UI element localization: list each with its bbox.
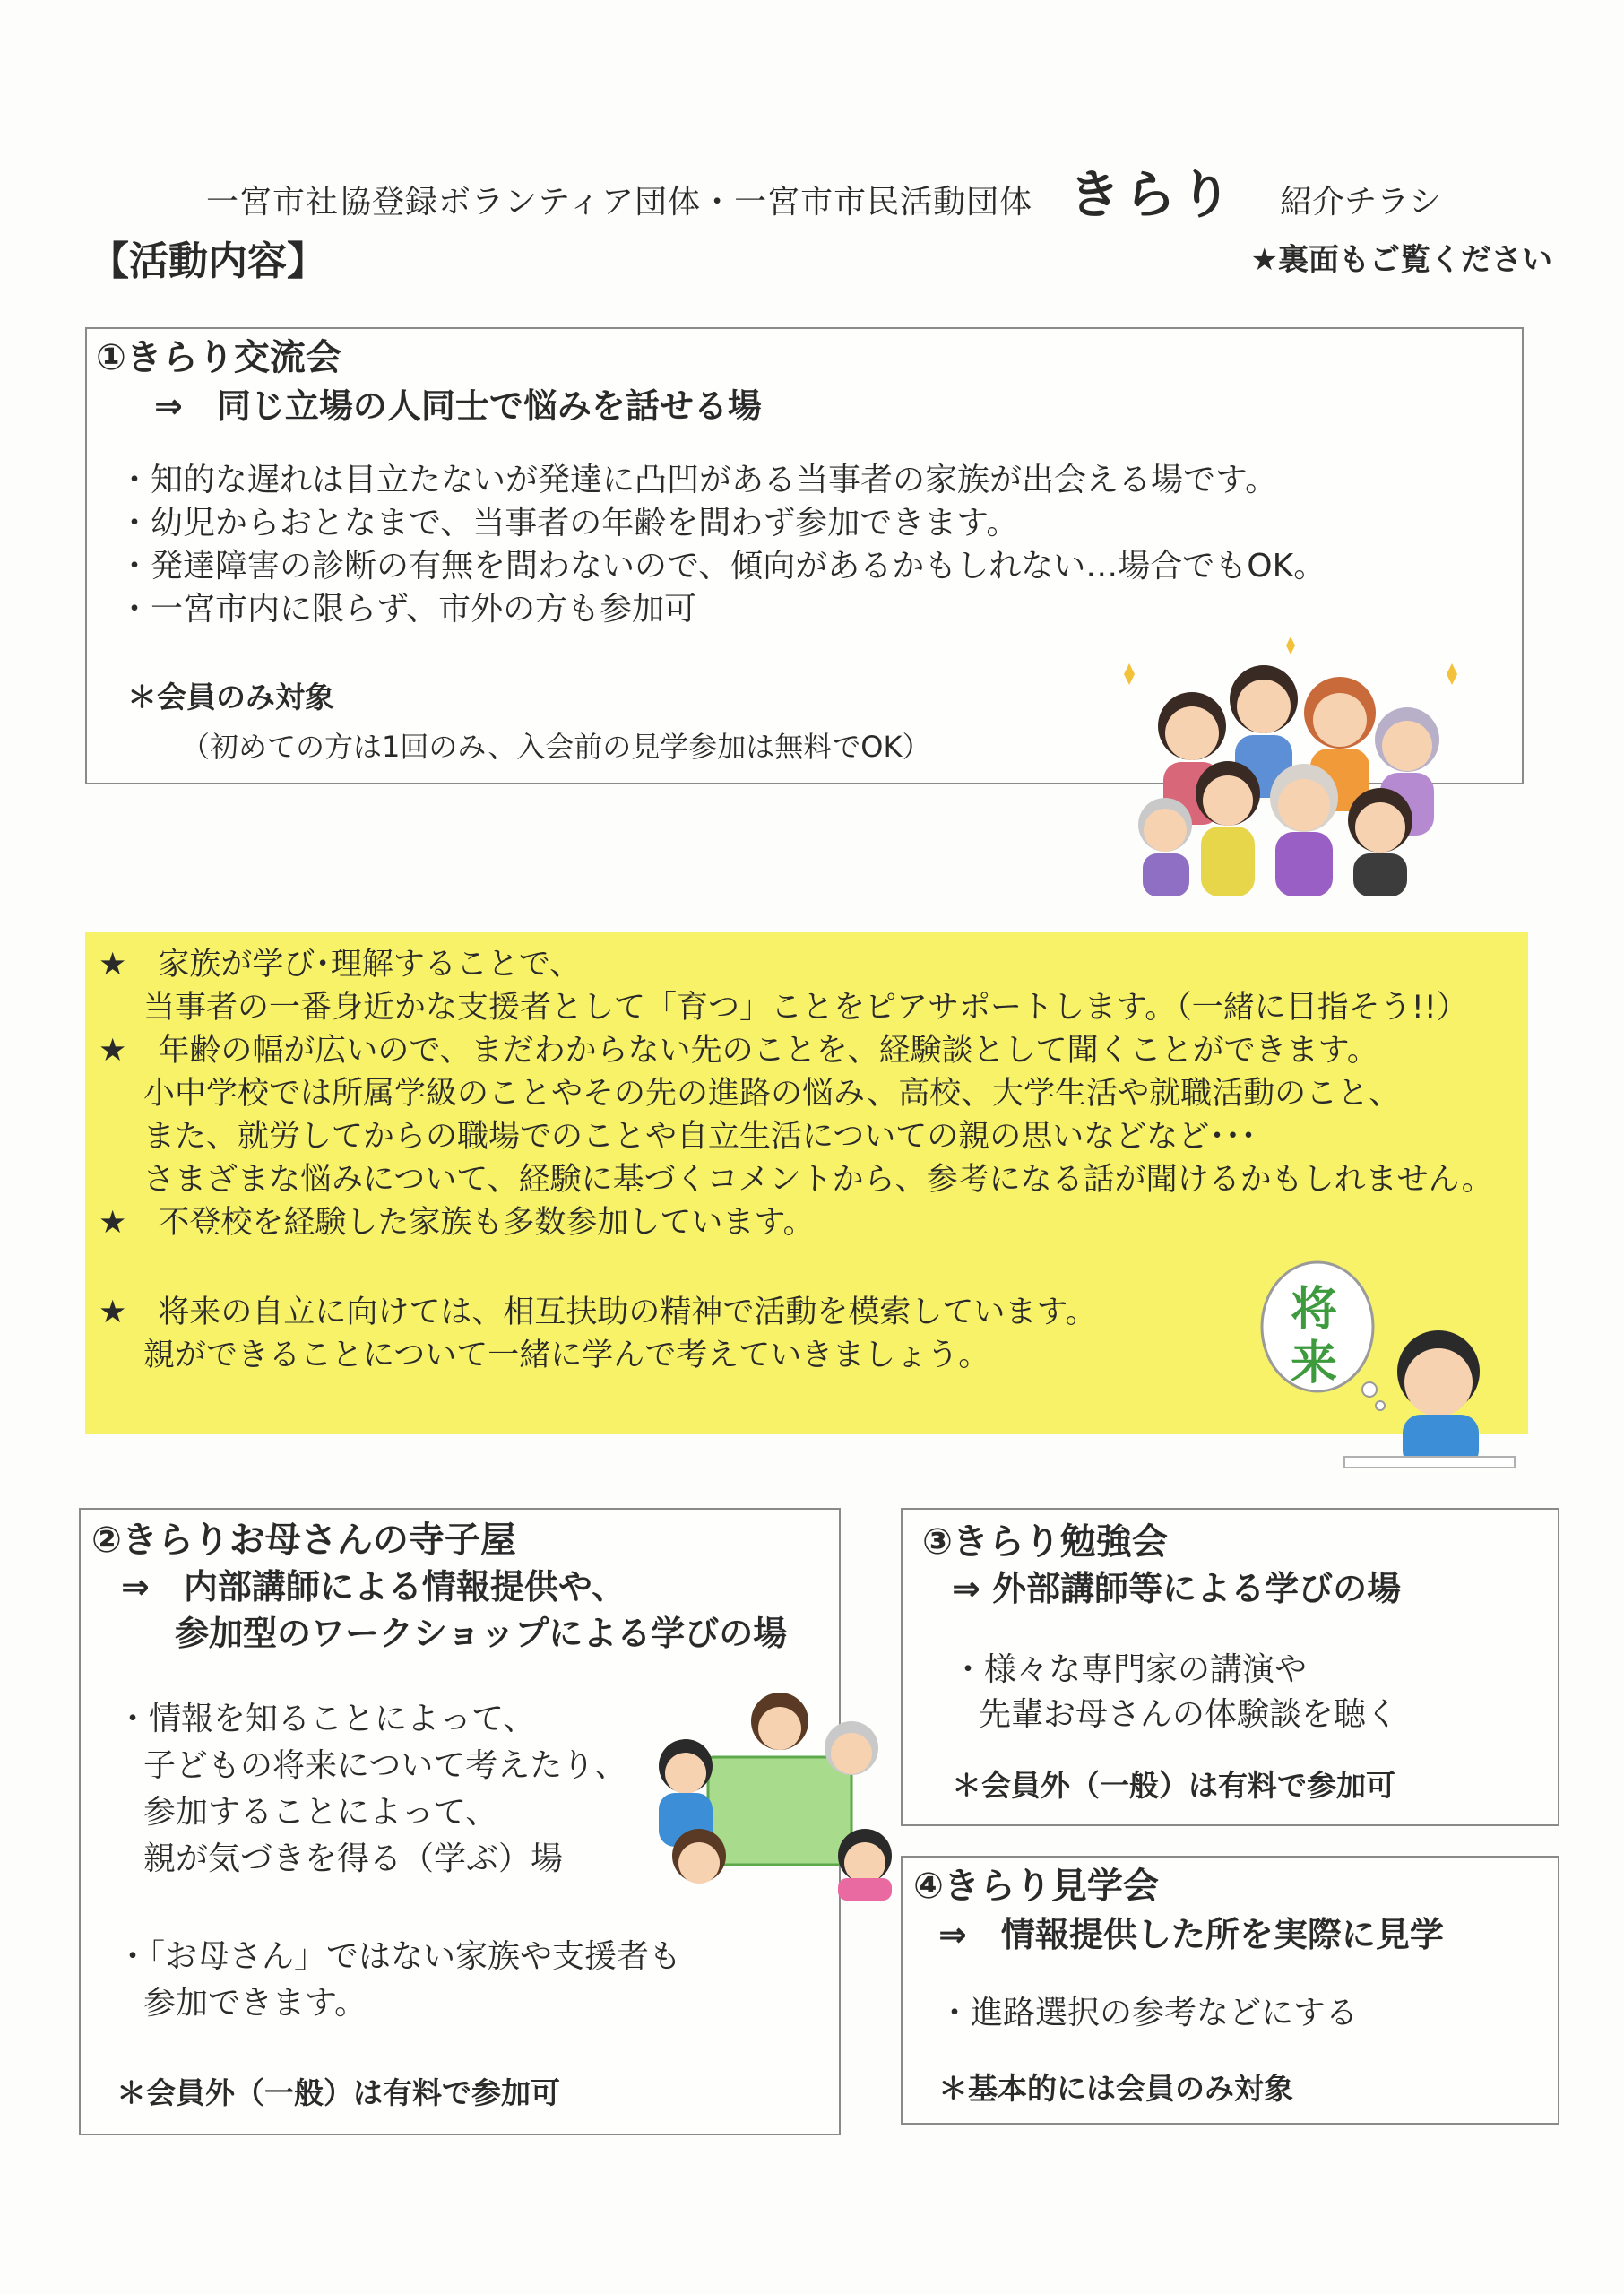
bullet-item: ・進路選択の参考などにする <box>938 1995 1359 2031</box>
future-illustration <box>1255 1255 1524 1488</box>
brand-name: きらり <box>1068 164 1236 225</box>
highlight-line: また、就労してからの職場でのことや自立生活についての親の思いなどなど･･･ <box>143 1119 1257 1155</box>
highlight-line: ★ 年齢の幅が広いので、まだわからない先のことを、経験談として聞くことができます。 <box>99 1033 1378 1069</box>
bubble-char-top: 将 <box>1291 1283 1338 1337</box>
highlight-line: 親ができることについて一緒に学んで考えていきましょう。 <box>143 1338 990 1373</box>
bullet-item: 子どもの将来について考えたり、 <box>143 1747 627 1784</box>
box-subtitle: ⇒ 外部講師等による学びの場 <box>952 1569 1402 1608</box>
bullet-item: 親が気づきを得る（学ぶ）場 <box>143 1840 564 1877</box>
member-note: ＊基本的には会員のみ対象 <box>938 2071 1293 2106</box>
highlight-line: ★ 家族が学び･理解することで、 <box>99 947 582 983</box>
fee-note: ＊会員外（一般）は有料で参加可 <box>952 1768 1395 1803</box>
box-subtitle: ⇒ 内部講師による情報提供や、 <box>121 1567 626 1606</box>
highlight-line: 当事者の一番身近かな支援者として「育つ」ことをピアサポートします。（一緒に目指そう!!） <box>143 990 1468 1026</box>
bullet-item: ・一宮市内に限らず、市外の方も参加可 <box>118 591 697 628</box>
bullet-item: ・情報を知ることによって、 <box>117 1701 536 1737</box>
box-subtitle: ⇒ 同じ立場の人同士で悩みを話せる場 <box>154 386 762 426</box>
first-time-note: （初めての方は1回のみ、入会前の見学参加は無料でOK） <box>181 730 931 764</box>
bullet-item: ・「お母さん」ではない家族や支援者も <box>117 1938 682 1975</box>
bullet-item: 参加できます。 <box>143 1985 367 2022</box>
bullet-item: ・発達障害の診断の有無を問わないので、傾向があるかもしれない…場合でもOK。 <box>118 548 1326 585</box>
header <box>206 152 1488 224</box>
bullet-item: ・知的な遅れは目立たないが発達に凸凹がある当事者の家族が出会える場です。 <box>118 462 1278 498</box>
back-note: ★裏面もご覧ください <box>1250 242 1552 278</box>
org-name: 一宮市社協登録ボランティア団体・一宮市市民活動団体 <box>206 184 1033 221</box>
box-subtitle: 参加型のワークショップによる学びの場 <box>175 1614 788 1653</box>
bubble-char-bottom: 来 <box>1291 1337 1338 1390</box>
box-title: ②きらりお母さんの寺子屋 <box>91 1520 516 1561</box>
fee-note: ＊会員外（一般）は有料で参加可 <box>117 2075 560 2110</box>
crowd-illustration <box>1111 628 1470 896</box>
bullet-item: ・幼児からおとなまで、当事者の年齢を問わず参加できます。 <box>118 505 1019 541</box>
box-title: ①きらり交流会 <box>96 337 341 378</box>
box-title: ③きらり勉強会 <box>922 1521 1168 1563</box>
highlight-line: 小中学校では所属学級のことやその先の進路の悩み、高校、大学生活や就職活動のこと、 <box>143 1076 1401 1112</box>
workshop-illustration <box>645 1685 905 1901</box>
member-note: ＊会員のみ対象 <box>127 680 334 714</box>
bullet-item: 参加することによって、 <box>143 1794 498 1831</box>
flyer-label: 紹介チラシ <box>1280 184 1442 221</box>
box-study <box>901 1508 1559 1826</box>
box-subtitle: ⇒ 情報提供した所を実際に見学 <box>938 1915 1444 1954</box>
box-title: ④きらり見学会 <box>913 1866 1159 1907</box>
highlight-line: ★ 将来の自立に向けては、相互扶助の精神で活動を模索しています。 <box>99 1295 1097 1330</box>
bullet-item: 先輩お母さんの体験談を聴く <box>979 1696 1399 1733</box>
bullet-item: ・様々な専門家の講演や <box>952 1651 1308 1688</box>
section-heading: 【活動内容】 <box>90 238 326 284</box>
box-tour <box>901 1856 1559 2125</box>
highlight-line: ★ 不登校を経験した家族も多数参加しています。 <box>99 1205 815 1241</box>
highlight-line: さまざまな悩みについて、経験に基づくコメントから、参考になる話が聞けるかもしれません。 <box>143 1162 1493 1198</box>
